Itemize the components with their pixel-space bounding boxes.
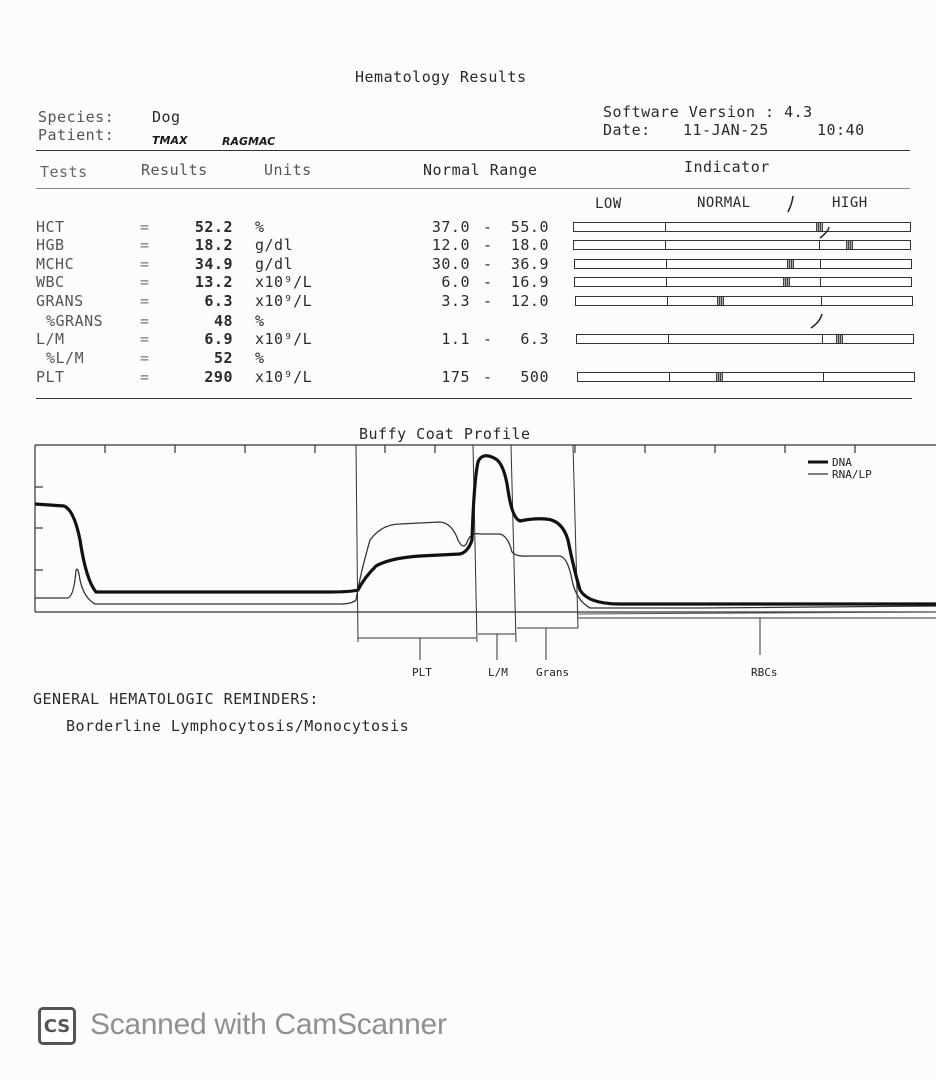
zone-normal: NORMAL (697, 195, 751, 211)
test-unit: x10⁹/L (255, 330, 313, 348)
species-label: Species: (38, 108, 115, 126)
range-low: 12.0 (431, 236, 470, 254)
legend-rna-label: RNA/LP (832, 468, 872, 481)
range-low: 3.3 (441, 292, 470, 310)
range-low: 30.0 (431, 255, 470, 273)
patient-name-first: TMAX (152, 134, 188, 147)
test-unit: x10⁹/L (255, 292, 313, 310)
test-result: 290 (204, 368, 233, 386)
equals-sign: = (140, 312, 150, 330)
test-result: 48 (213, 312, 233, 330)
range-dash: - (483, 273, 493, 291)
test-name: MCHC (36, 255, 75, 273)
range-high: 500 (520, 368, 549, 386)
zone-low: LOW (595, 196, 622, 212)
range-high: 18.0 (510, 236, 549, 254)
range-dash: - (483, 368, 493, 386)
test-name: L/M (36, 330, 65, 348)
range-low: 37.0 (431, 218, 470, 236)
test-result: 18.2 (194, 236, 233, 254)
test-name: %L/M (46, 349, 85, 367)
test-name: %GRANS (46, 312, 104, 330)
col-results: Results (141, 161, 208, 179)
test-result: 34.9 (194, 255, 233, 273)
dna-curve (35, 456, 936, 604)
equals-sign: = (140, 273, 150, 291)
test-result: 6.3 (204, 292, 233, 310)
equals-sign: = (140, 330, 150, 348)
range-high: 12.0 (510, 292, 549, 310)
date-label: Date: (603, 121, 651, 139)
col-units: Units (264, 161, 312, 179)
report-title: Hematology Results (355, 68, 527, 86)
range-high: 16.9 (510, 273, 549, 291)
range-dash: - (483, 255, 493, 273)
camscanner-watermark: Scanned with CamScanner (90, 1008, 447, 1041)
handwritten-check-hgb (820, 227, 829, 238)
handwritten-check-lm (811, 314, 822, 328)
test-name: HGB (36, 236, 65, 254)
top-ticks (105, 445, 855, 453)
zone-high: HIGH (832, 195, 868, 211)
region-brackets (358, 618, 936, 660)
col-tests: Tests (40, 163, 88, 181)
range-high: 36.9 (510, 255, 549, 273)
left-ticks (35, 487, 43, 570)
time-value: 10:40 (817, 121, 865, 139)
range-low: 6.0 (441, 273, 470, 291)
test-result: 6.9 (204, 330, 233, 348)
rna-lp-curve (35, 522, 936, 608)
range-low: 175 (441, 368, 470, 386)
equals-sign: = (140, 292, 150, 310)
test-unit: % (255, 312, 265, 330)
range-dash: - (483, 218, 493, 236)
col-indicator: Indicator (684, 158, 770, 176)
date-value: 11-JAN-25 (683, 121, 769, 139)
buffy-coat-title: Buffy Coat Profile (359, 425, 531, 443)
test-name: PLT (36, 368, 65, 386)
test-result: 13.2 (194, 273, 233, 291)
patient-name-last: RAGMAC (222, 135, 276, 148)
test-unit: % (255, 218, 265, 236)
equals-sign: = (140, 368, 150, 386)
range-high: 55.0 (510, 218, 549, 236)
equals-sign: = (140, 236, 150, 254)
region-label-lm: L/M (488, 666, 508, 679)
table-bottom-divider (36, 398, 912, 399)
region-label-rbcs: RBCs (751, 666, 778, 679)
test-unit: x10⁹/L (255, 368, 313, 386)
species-value: Dog (152, 108, 181, 126)
reminders-text: Borderline Lymphocytosis/Monocytosis (66, 717, 410, 735)
range-high: 6.3 (520, 330, 549, 348)
handwritten-marks (0, 0, 936, 400)
range-dash: - (483, 330, 493, 348)
camscanner-logo-icon: CS (38, 1007, 76, 1045)
test-name: WBC (36, 273, 65, 291)
handwritten-check-hct (788, 196, 793, 212)
reminders-heading: GENERAL HEMATOLOGIC REMINDERS: (33, 690, 319, 708)
test-result: 52 (213, 349, 233, 367)
test-unit: g/dl (255, 255, 294, 273)
test-name: GRANS (36, 292, 84, 310)
test-result: 52.2 (194, 218, 233, 236)
software-version: Software Version : 4.3 (603, 103, 813, 121)
test-unit: x10⁹/L (255, 273, 313, 291)
range-dash: - (483, 292, 493, 310)
patient-label: Patient: (38, 126, 115, 144)
range-dash: - (483, 236, 493, 254)
region-label-plt: PLT (412, 666, 432, 679)
buffy-coat-chart (0, 430, 936, 690)
range-low: 1.1 (441, 330, 470, 348)
region-label-grans: Grans (536, 666, 570, 679)
equals-sign: = (140, 218, 150, 236)
legend-dna-label: DNA (832, 456, 852, 469)
equals-sign: = (140, 255, 150, 273)
test-unit: % (255, 349, 265, 367)
equals-sign: = (140, 349, 150, 367)
test-unit: g/dl (255, 236, 294, 254)
test-name: HCT (36, 218, 65, 236)
col-normal-range: Normal Range (423, 161, 538, 179)
